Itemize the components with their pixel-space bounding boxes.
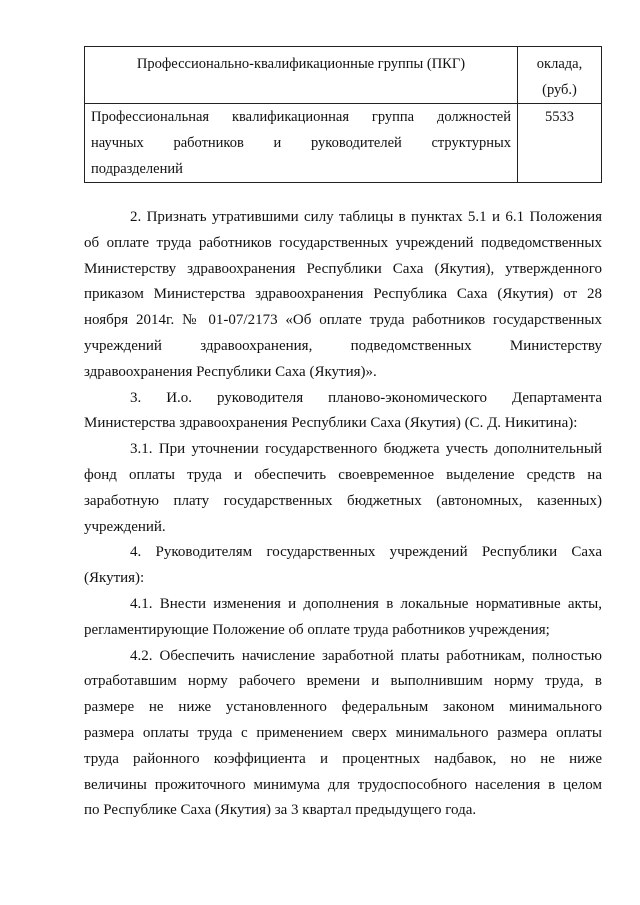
text-line: ноября 2014г. № 01-07/2173 «Об оплате труда работников государственных (84, 312, 602, 329)
text-line: 3.1. При уточнении государственного бюджета учесть дополнительный (130, 441, 602, 458)
text-line: отработавшим норму рабочего времени и выполнившим норму труда, в (84, 673, 602, 690)
text-line: Министерства здравоохранения Республики Саха (Якутия) (С. Д. Никитина): (84, 415, 578, 432)
table-cell-group-line3: подразделений (91, 161, 183, 177)
paragraph-3-1 (84, 437, 602, 540)
document-body (84, 205, 602, 824)
table-header-salary-line1: оклада, (536, 56, 583, 72)
text-line: по Республике Саха (Якутия) за 3 квартал предыдущего года. (84, 802, 477, 819)
text-line: приказом Министерства здравоохранения Республика Саха (Якутия) от 28 (84, 286, 602, 303)
text-line: 4.1. Внести изменения и дополнения в локальные нормативные акты, (130, 595, 602, 612)
paragraph-2 (84, 205, 602, 386)
text-line: труда районного коэффициента и процентных надбавок, но не ниже (84, 750, 602, 767)
table-cell-group-line2: научных работников и руководителей структурных (91, 135, 511, 151)
text-line: здравоохранения Республики Саха (Якутия)». (84, 363, 377, 380)
text-line: (Якутия): (84, 570, 145, 587)
text-line: фонд оплаты труда и обеспечить своевременное выделение средств на (84, 466, 602, 483)
table-header-salary (518, 47, 602, 104)
paragraph-3 (84, 386, 602, 438)
text-line: размера оплаты труда с применением сверх минимального размера оплаты (84, 724, 602, 741)
text-line: учреждений здравоохранения, подведомственных Министерству (84, 337, 602, 354)
text-line: об оплате труда работников государственных учреждений подведомственных (84, 234, 602, 251)
table-row (85, 104, 602, 183)
text-line: 3. И.о. руководителя планово-экономического Департамента (130, 389, 602, 406)
paragraph-4-1 (84, 592, 602, 644)
salary-table (84, 46, 602, 183)
text-line: величины прожиточного минимума для трудоспособного населения в целом (84, 776, 602, 793)
paragraph-4 (84, 540, 602, 592)
text-line: 4. Руководителям государственных учреждений Республики Саха (130, 544, 602, 561)
text-line: Министерству здравоохранения Республики Саха (Якутия), утвержденного (84, 260, 602, 277)
table-header-row (85, 47, 602, 104)
table-header-pkg (85, 47, 518, 104)
table-cell-salary-value: 5533 (545, 109, 574, 125)
text-line: заработную плату государственных бюджетных (автономных, казенных) (84, 492, 602, 509)
text-line: размере не ниже установленного федеральным законом минимального (84, 699, 602, 716)
table-cell-salary (518, 104, 602, 183)
table-header-salary-line2: (руб.) (542, 82, 577, 98)
table-header-pkg-label: Профессионально-квалификационные группы (ПКГ) (136, 56, 466, 72)
text-line: учреждений. (84, 518, 166, 535)
paragraph-4-2 (84, 644, 602, 825)
text-line: 4.2. Обеспечить начисление заработной платы работникам, полностью (130, 647, 602, 664)
table-cell-group-line1: Профессиональная квалификационная группа должностей (91, 109, 511, 125)
table-cell-group-name (85, 104, 518, 183)
text-line: 2. Признать утратившими силу таблицы в пунктах 5.1 и 6.1 Положения (130, 209, 602, 225)
text-line: регламентирующие Положение об оплате труда работников учреждения; (84, 621, 550, 638)
